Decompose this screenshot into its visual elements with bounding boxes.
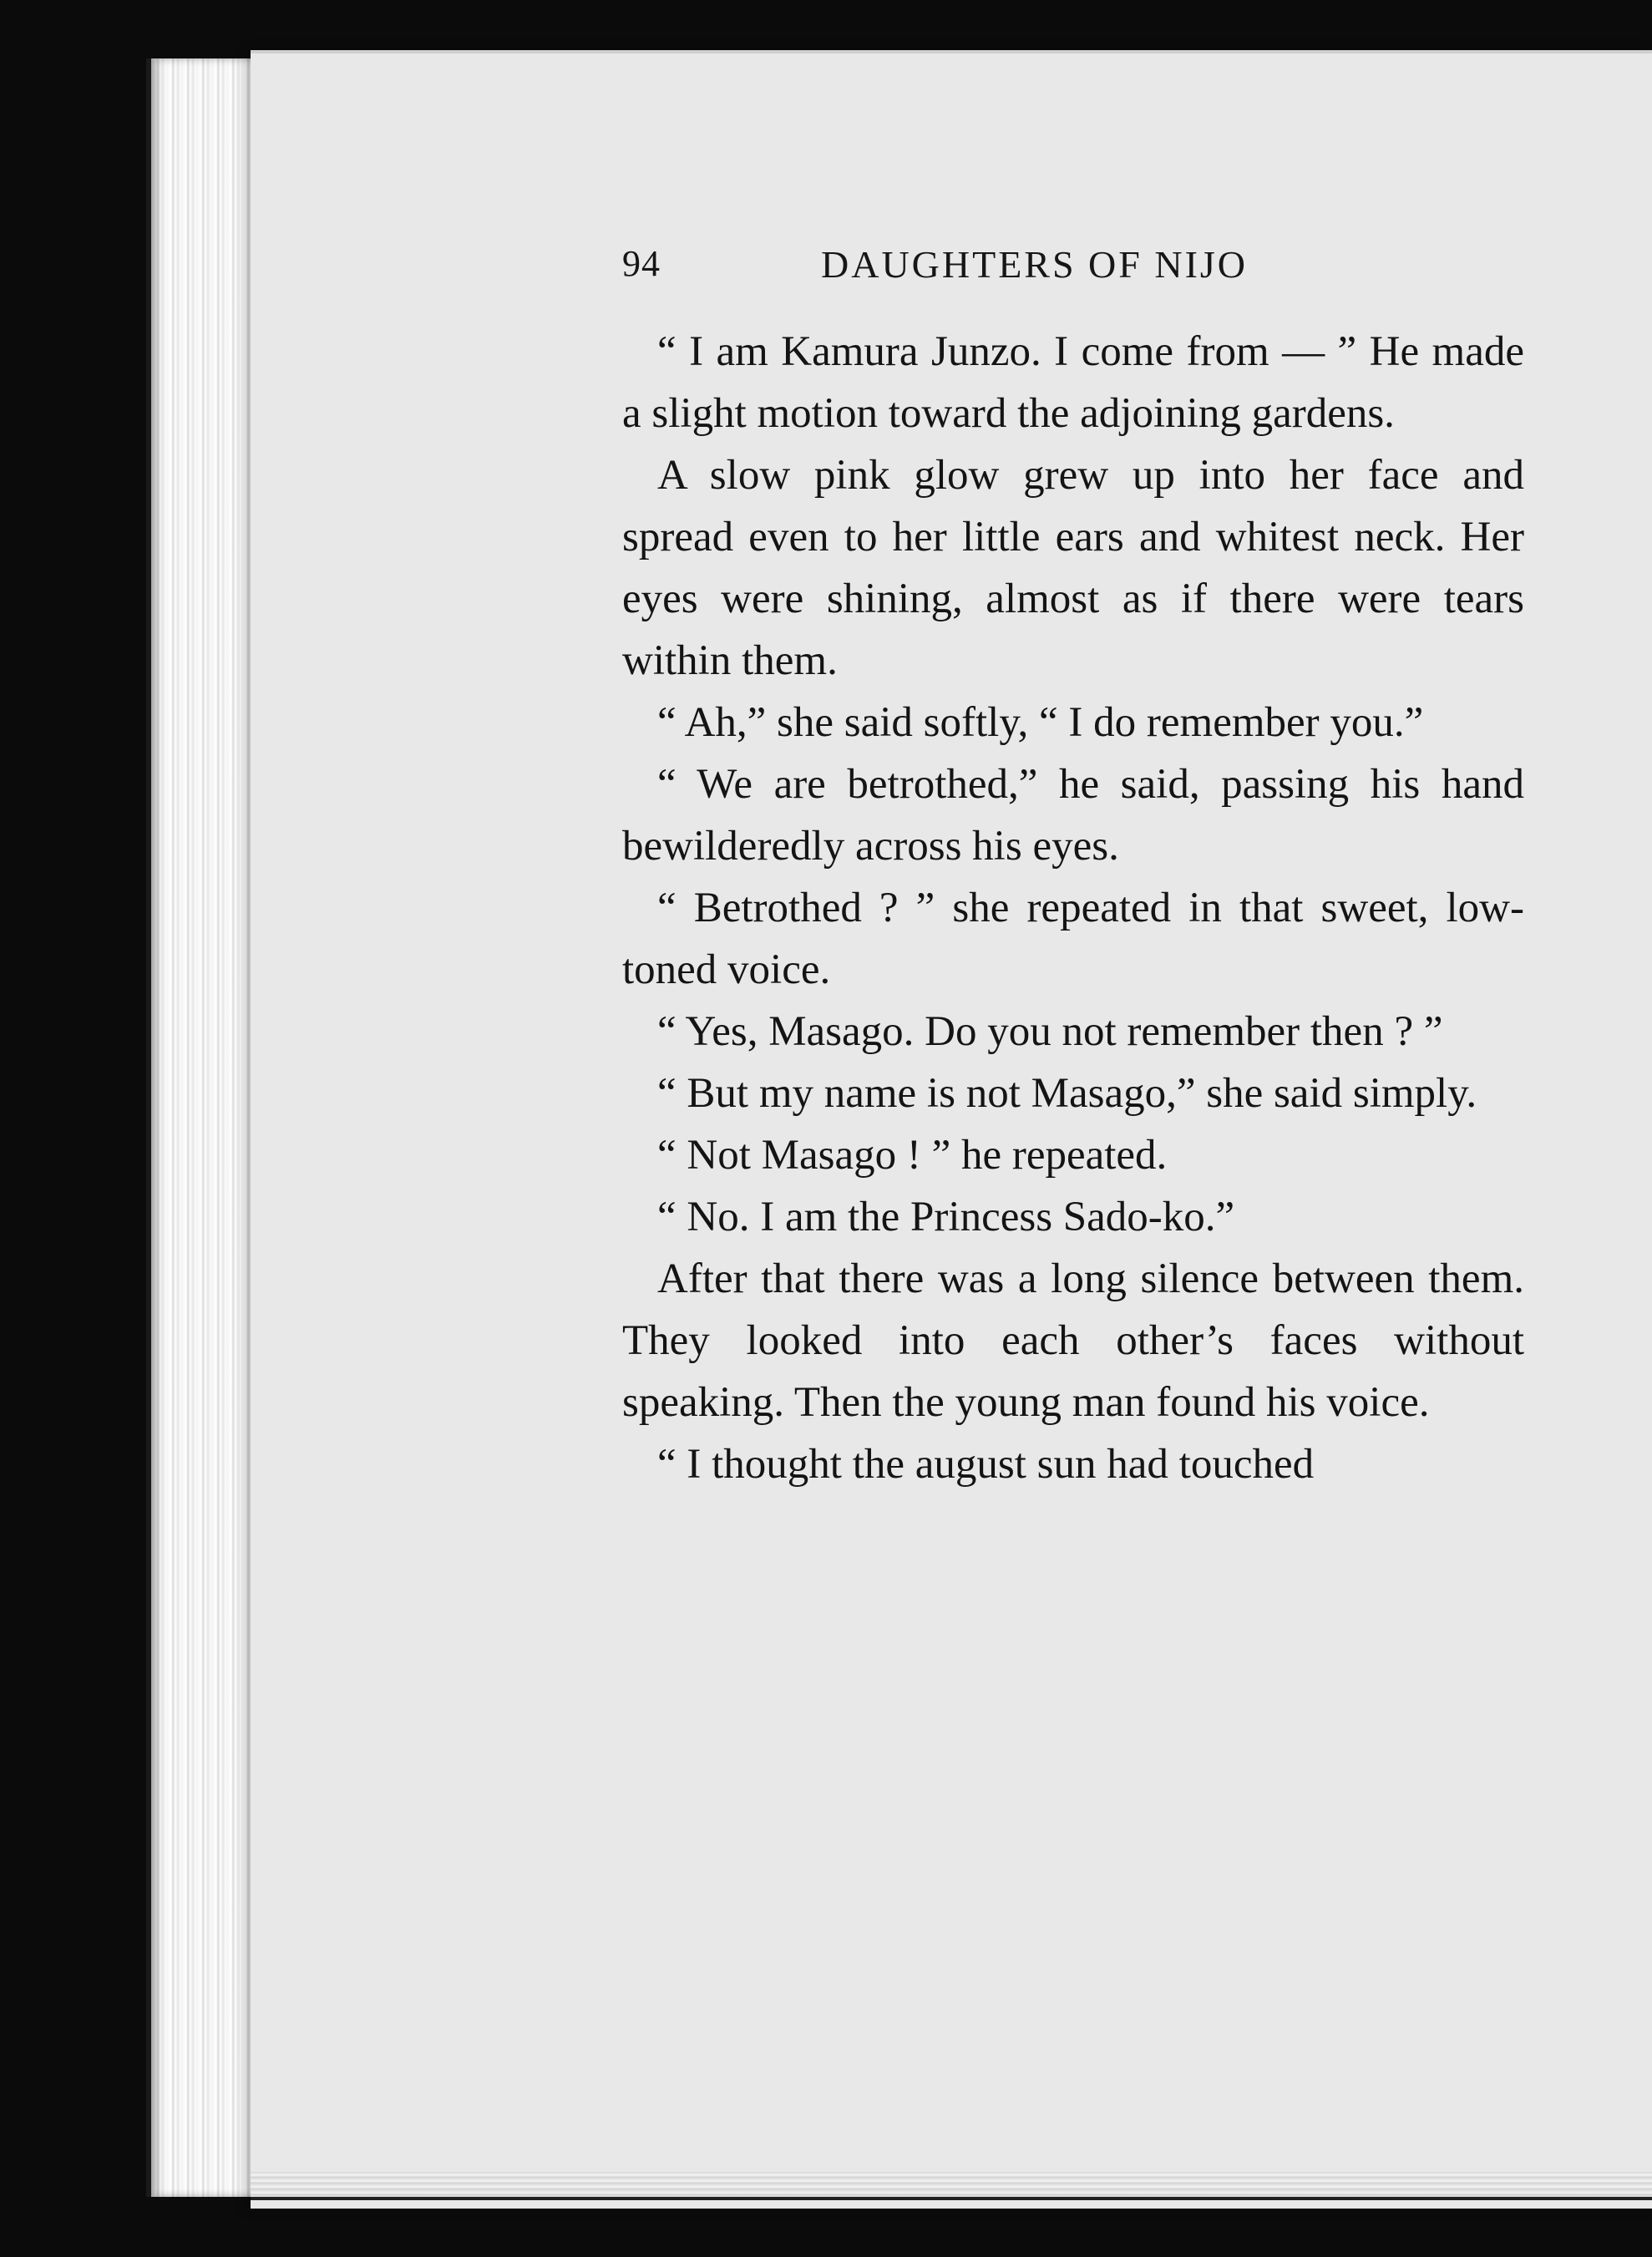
body-text <box>622 321 1524 1495</box>
page-number: 94 <box>622 243 661 284</box>
paragraph: “ Betrothed ? ” she repeated in that sweet, low-toned voice. <box>622 885 1524 993</box>
paragraph: “ I am Kamura Junzo. I come from — ” He made a slight motion toward the adjoining gardens. <box>622 328 1524 437</box>
paragraph: A slow pink glow grew up into her face and spread even to her little ears and whitest neck. Her eyes were shining, almost as if there were tears within them. <box>622 452 1524 684</box>
paragraph: “ Yes, Masago. Do you not remember then ? ” <box>657 1008 1443 1055</box>
paragraph: “ Not Masago ! ” he repeated. <box>657 1132 1168 1179</box>
paragraph: “ We are betrothed,” he said, passing his hand bewilderedly across his eyes. <box>622 761 1524 870</box>
book-title: DAUGHTERS OF NIJO <box>821 243 1249 286</box>
paragraph: “ No. I am the Princess Sado-ko.” <box>657 1194 1235 1240</box>
paragraph: “ Ah,” she said softly, “ I do remember you.” <box>657 699 1424 746</box>
page-bottom-edge <box>251 2172 1652 2200</box>
paragraph: “ I thought the august sun had touched <box>657 1441 1315 1488</box>
paragraph: “ But my name is not Masago,” she said simply. <box>657 1070 1477 1117</box>
paragraph: After that there was a long silence between them. They looked into each other’s faces without speaking. Then the young man found his voice. <box>622 1255 1524 1426</box>
running-head <box>622 242 1524 292</box>
